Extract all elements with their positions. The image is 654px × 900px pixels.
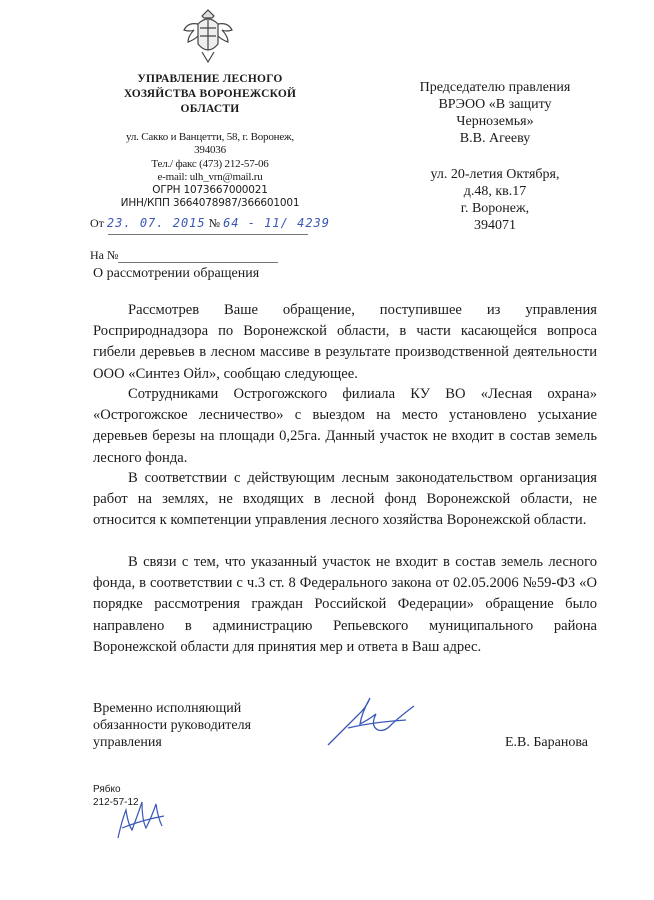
recipient-line-3: Черноземья» — [456, 114, 534, 129]
sender-address: ул. Сакко и Ванцетти, 58, г. Воронеж, — [126, 131, 294, 143]
from-label: От — [90, 216, 104, 230]
recipient-address-3: г. Воронеж, — [460, 201, 530, 216]
initials-mark — [112, 790, 172, 845]
number-label: № — [208, 216, 221, 230]
executor-phone: 212-57-12 — [93, 797, 139, 808]
recipient-line-2: ВРЭОО «В защиту — [438, 97, 552, 112]
signatory-position-3: управления — [93, 735, 162, 750]
sender-inn-kpp: ИНН/КПП 3664078987/366601001 — [120, 197, 300, 209]
outgoing-number: 64 - 11/ 4239 — [223, 216, 330, 230]
recipient-line-1: Председателю правления — [419, 80, 571, 95]
signatory-position-2: обязанности руководителя — [93, 718, 252, 733]
reply-to-label: На № — [90, 248, 119, 262]
recipient-line-4: В.В. Агееву — [459, 131, 531, 146]
reply-underline — [118, 262, 278, 263]
recipient-address-2: д.48, кв.17 — [463, 184, 527, 199]
signatory-position-1: Временно исполняющий — [93, 701, 242, 716]
outgoing-date: 23. 07. 2015 — [106, 216, 206, 230]
sender-ogrn: ОГРН 1073667000021 — [152, 184, 268, 196]
sender-org-line-1: УПРАВЛЕНИЕ ЛЕСНОГО — [137, 73, 283, 85]
sender-phone: Тел./ факс (473) 212-57-06 — [151, 158, 269, 170]
sender-org-line-2: ХОЗЯЙСТВА ВОРОНЕЖСКОЙ — [123, 88, 297, 100]
signatory-name: Е.В. Баранова — [505, 735, 588, 750]
executor-name: Рябко — [93, 784, 121, 795]
sender-postal-code: 394036 — [194, 144, 226, 156]
body-paragraph-2: Сотрудниками Острогожского филиала КУ ВО «Лесная охрана» «Острогожское лесничество» с выездом на место установлено усыхание деревьев березы на площади 0,25га. Данный участок не входит в состав земель лесного фонда. — [93, 386, 597, 466]
body-paragraph-1: Рассмотрев Ваше обращение, поступившее из управления Росприроднадзора по Воронежской области, в части касающейся вопроса гибели деревьев в лесном массиве в результате производственной деятельности ООО «Синтез Ойл», сообщаю следующее. — [93, 302, 597, 382]
sender-org-line-3: ОБЛАСТИ — [180, 103, 240, 115]
letter-subject: О рассмотрении обращения — [93, 266, 260, 281]
recipient-address-4: 394071 — [474, 218, 516, 233]
body-paragraph-3: В соответствии с действующим лесным законодательством организация работ на землях, не входящих в лесной фонд Воронежской области, не относится к компетенции управления лесного хозяйства Воронежской области. — [93, 470, 597, 529]
outgoing-number-line — [90, 216, 330, 231]
signature-image — [318, 690, 428, 750]
sender-email: e-mail: ulh_vrn@mail.ru — [157, 171, 263, 183]
coat-of-arms-icon — [180, 6, 236, 66]
recipient-address-1: ул. 20-летия Октября, — [430, 167, 560, 182]
body-paragraph-4: В связи с тем, что указанный участок не входит в состав земель лесного фонда, в соответствии с ч.3 ст. 8 Федерального закона от 02.05.2006 №59-ФЗ «О порядке рассмотрения граждан Российской Федерации» обращение было направлено в администрацию Репьевского муниципального района Воронежской области для принятия мер и ответа в Ваш адрес. — [93, 554, 597, 655]
outgoing-underline — [108, 234, 308, 235]
